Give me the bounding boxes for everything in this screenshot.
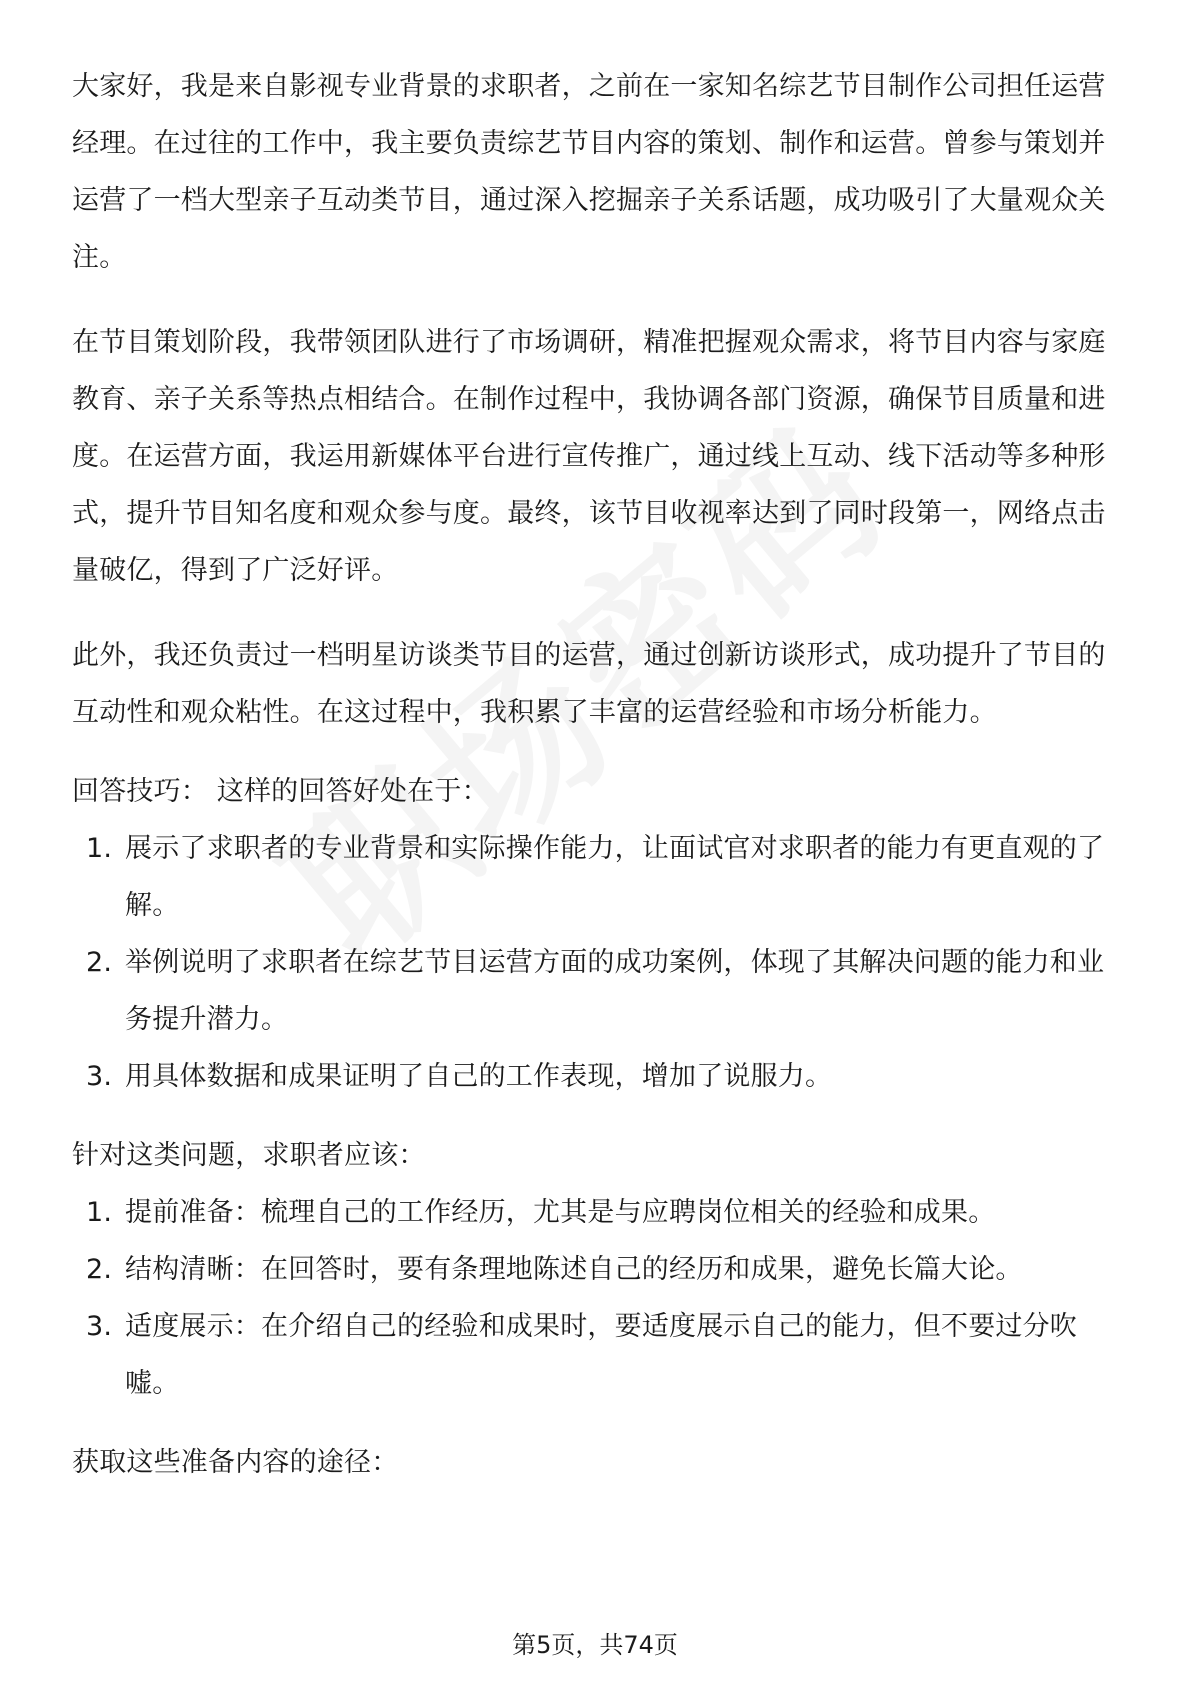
list-item-text: 用具体数据和成果证明了自己的工作表现，增加了说服力。: [125, 1061, 833, 1092]
list-item: [72, 934, 1112, 1048]
paragraph-intro: 大家好，我是来自影视专业背景的求职者，之前在一家知名综艺节目制作公司担任运营经理。在过往的工作中，我主要负责综艺节目内容的策划、制作和运营。曾参与策划并运营了一档大型亲子互动类节目，通过深入挖掘亲子关系话题，成功吸引了大量观众关注。: [72, 71, 1106, 273]
list-item: [72, 1241, 1112, 1298]
tips-list: [72, 820, 1112, 1105]
list-item-number: 2.: [86, 947, 113, 978]
list-item-text: 适度展示：在介绍自己的经验和成果时，要适度展示自己的能力，但不要过分吹嘘。: [125, 1311, 1077, 1399]
tips-heading: 回答技巧： 这样的回答好处在于：: [72, 776, 489, 807]
list-item: [72, 1184, 1112, 1241]
list-item-text: 提前准备：梳理自己的工作经历，尤其是与应聘岗位相关的经验和成果。: [125, 1197, 996, 1228]
advice-heading: 针对这类问题，求职者应该：: [72, 1140, 426, 1171]
list-item-number: 1.: [86, 833, 113, 864]
paragraph-planning: 在节目策划阶段，我带领团队进行了市场调研，精准把握观众需求，将节目内容与家庭教育、亲子关系等热点相结合。在制作过程中，我协调各部门资源，确保节目质量和进度。在运营方面，我运用新媒体平台进行宣传推广，通过线上互动、线下活动等多种形式，提升节目知名度和观众参与度。最终，该节目收视率达到了同时段第一，网络点击量破亿，得到了广泛好评。: [72, 327, 1106, 586]
list-item-text: 展示了求职者的专业背景和实际操作能力，让面试官对求职者的能力有更直观的了解。: [125, 833, 1105, 921]
list-item-number: 2.: [86, 1254, 113, 1285]
advice-list: [72, 1184, 1112, 1412]
list-item-text: 举例说明了求职者在综艺节目运营方面的成功案例，体现了其解决问题的能力和业务提升潜力。: [125, 947, 1105, 1035]
list-item-text: 结构清晰：在回答时，要有条理地陈述自己的经历和成果，避免长篇大论。: [125, 1254, 1023, 1285]
paragraph-interview-show: 此外，我还负责过一档明星访谈类节目的运营，通过创新访谈形式，成功提升了节目的互动性和观众粘性。在这过程中，我积累了丰富的运营经验和市场分析能力。: [72, 640, 1106, 728]
list-item-number: 1.: [86, 1197, 113, 1228]
page-number-footer: 第5页，共74页: [512, 1631, 678, 1659]
closing-heading: 获取这些准备内容的途径：: [72, 1447, 399, 1478]
list-item-number: 3.: [86, 1061, 113, 1092]
list-item-number: 3.: [86, 1311, 113, 1342]
list-item: [72, 1298, 1112, 1412]
document-body: [72, 58, 1112, 1491]
list-item: [72, 1048, 1112, 1105]
list-item: [72, 820, 1112, 934]
